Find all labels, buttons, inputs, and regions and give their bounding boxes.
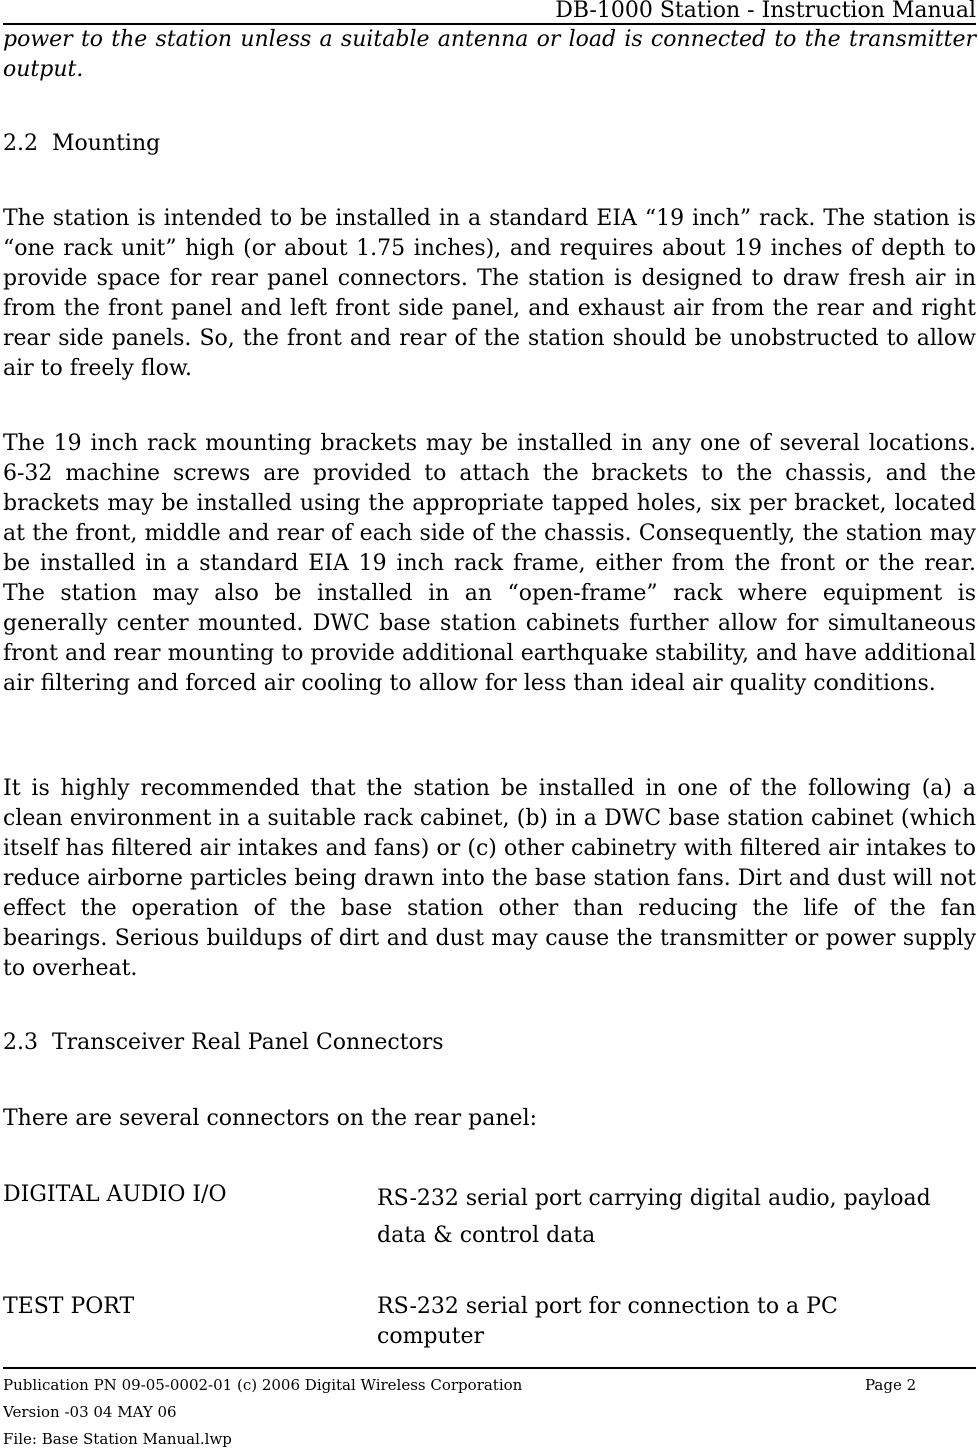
running-header: DB-1000 Station - Instruction Manual: [555, 0, 976, 23]
connectors-intro: There are several connectors on the rear panel:: [3, 1106, 538, 1131]
footer-rule: [3, 1367, 976, 1369]
connector-description: RS-232 serial port carrying digital audio, payload data & control data: [377, 1186, 931, 1248]
footer-page-number: Page 2: [865, 1376, 917, 1394]
section-heading-mounting: 2.2 Mounting: [3, 131, 161, 156]
footer-file: File: Base Station Manual.lwp: [3, 1430, 232, 1448]
connector-name: DIGITAL AUDIO I/O: [3, 1182, 227, 1207]
connector-name: TEST PORT: [3, 1294, 135, 1319]
section-heading-connectors: 2.3 Transceiver Real Panel Connectors: [3, 1030, 444, 1055]
paragraph-mounting-2: The 19 inch rack mounting brackets may be installed in any one of several locations. 6-32 machine screws are provided to attach the brackets to the chassis, and the brackets may be installed using the appropriate tapped holes, six per bracket, located at the front, middle and rear of each side of the chassis. Consequently, the station may be installed in a standard EIA 19 inch rack frame, either from the front or the rear. The station may also be installed in an “open-frame” rack where equipment is generally center mounted. DWC base station cabinets further allow for simultaneous front and rear mounting to provide additional earthquake stability, and have additional air filtering and forced air cooling to allow for less than ideal air quality conditions.: [3, 431, 976, 696]
paragraph-mounting-3: It is highly recommended that the station be installed in one of the following (a) a clean environment in a suitable rack cabinet, (b) in a DWC base station cabinet (which itself has filtered air intakes and fans) or (c) other cabinetry with filtered air intakes to reduce airborne particles being drawn into the base station fans. Dirt and dust will not effect the operation of the base station other than reducing the life of the fan bearings. Serious buildups of dirt and dust may cause the transmitter or power supply to overheat.: [3, 776, 976, 981]
footer-version: Version -03 04 MAY 06: [3, 1403, 177, 1421]
paragraph-mounting-1: The station is intended to be installed in a standard EIA “19 inch” rack. The station is “one rack unit” high (or about 1.75 inches), and requires about 19 inches of depth to provide space for rear panel connectors. The station is designed to draw fresh air in from the front panel and left front side panel, and exhaust air from the rear and right rear side panels. So, the front and rear of the station should be unobstructed to allow air to freely flow.: [3, 206, 976, 381]
intro-fragment: power to the station unless a suitable antenna or load is connected to the transmitter output.: [3, 27, 976, 82]
footer-publication: Publication PN 09-05-0002-01 (c) 2006 Digital Wireless Corporation: [3, 1376, 523, 1394]
document-page: [3, 0, 976, 1449]
connector-description: RS-232 serial port for connection to a PC computer: [377, 1294, 838, 1349]
